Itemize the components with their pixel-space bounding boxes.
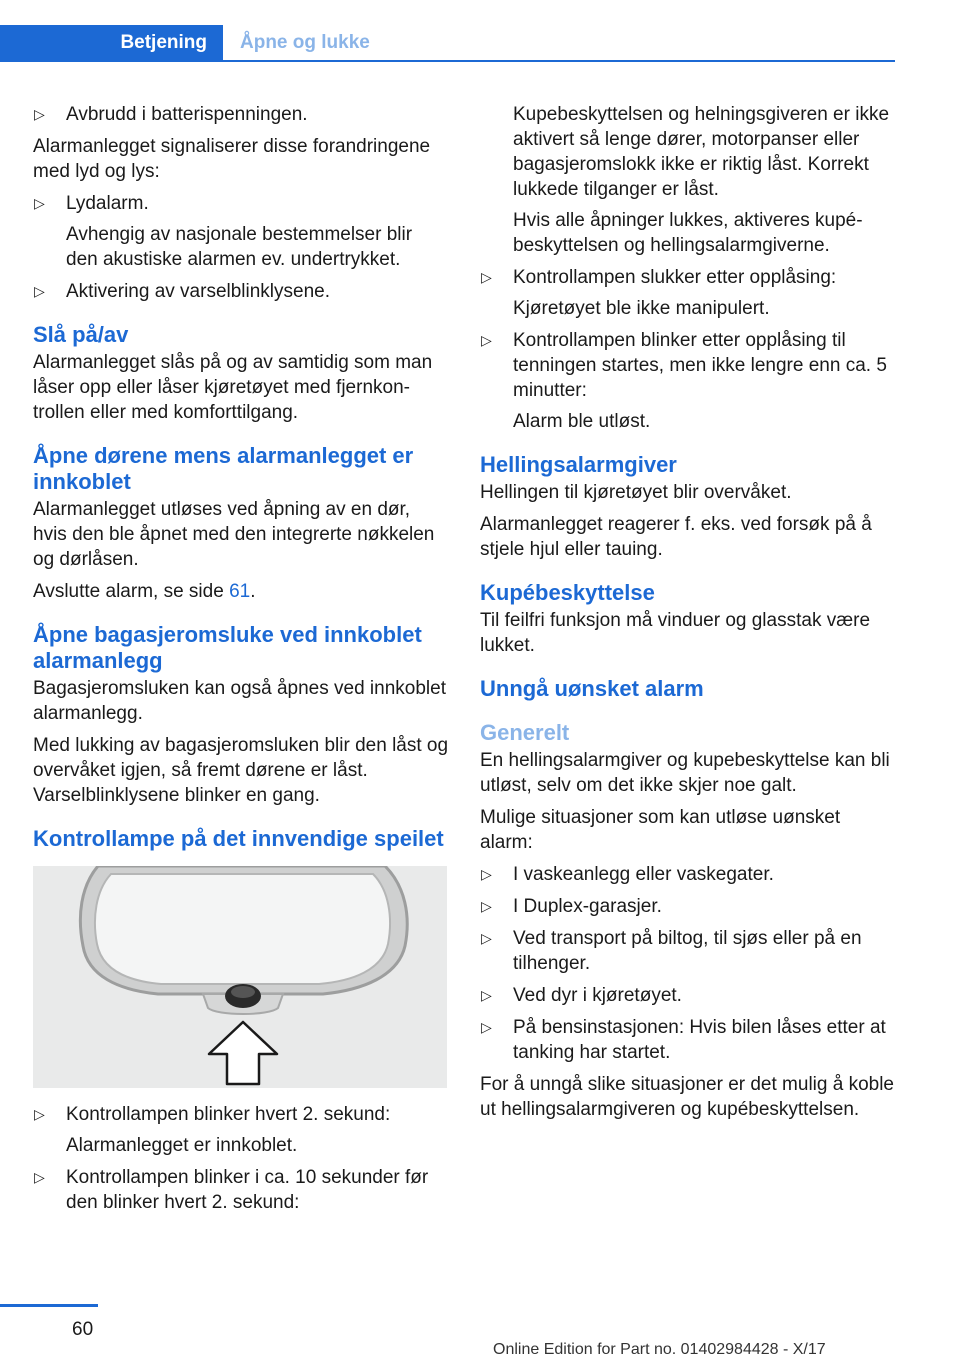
list-item: ▷ I Duplex-garasjer.: [481, 896, 662, 917]
bullet-triangle-icon: ▷: [34, 283, 45, 299]
section-heading: Kontrollampe på det innvendige speilet: [33, 826, 444, 851]
list-item: ▷ Kontrollampen blinker etter opplåsing til tenningen startes, men ikke lengre enn ca. 5 minutter: Alarm ble utløst.: [481, 330, 887, 432]
list-item: ▷ På bensinstasjonen: Hvis bilen låses etter at tanking har startet.: [481, 1017, 886, 1063]
list-item: ▷ Kontrollampen blinker i ca. 10 sekunder før den blinker hvert 2. sekund:: [34, 1167, 429, 1213]
footer-rule: [0, 1304, 98, 1307]
paragraph: En hellingsalarmgiver og kupebeskyttelse kan bli utløst, selv om det ikke skjer noe galt.: [480, 750, 890, 796]
paragraph: Hellingen til kjøretøyet blir overvåket.: [480, 482, 792, 503]
bullet-triangle-icon: ▷: [481, 269, 492, 285]
paragraph: For å unngå slike situasjoner er det mulig å koble ut hellingsalarmgiveren og kupébeskyttelsen.: [480, 1074, 895, 1120]
mirror-illustration: [33, 866, 447, 1088]
bullet-triangle-icon: ▷: [34, 106, 45, 122]
list-item: ▷ Ved dyr i kjøretøyet.: [481, 985, 682, 1006]
bullet-triangle-icon: ▷: [34, 195, 45, 211]
paragraph: Alarmanlegget utløses ved åpning av en dør, hvis den ble åpnet med den integrerte nøkkelen og dørlåsen.: [33, 499, 435, 570]
section-heading: Åpne dørene mens alarmanlegget er innkoblet: [33, 443, 414, 494]
section-heading: Kupébeskyttelse: [480, 580, 655, 605]
page-number: 60: [72, 1319, 94, 1340]
paragraph: Til feilfri funksjon må vinduer og glasstak være lukket.: [480, 610, 871, 656]
bullet-triangle-icon: ▷: [481, 898, 492, 914]
header-tabbar: [0, 25, 895, 62]
tab-betjening[interactable]: [0, 25, 223, 62]
subsection-heading: Generelt: [480, 720, 570, 745]
paragraph: Mulige situasjoner som kan utløse uønsket alarm:: [480, 807, 841, 853]
tab-aapne-og-lukke[interactable]: Åpne og lukke: [240, 32, 370, 53]
bullet-triangle-icon: ▷: [481, 1019, 492, 1035]
list-item: ▷ Avbrudd i batterispenningen.: [34, 104, 308, 125]
tab-betjening-label: Betjening: [120, 32, 207, 53]
section-heading: Unngå uønsket alarm: [480, 676, 704, 701]
list-item: ▷ Aktivering av varselblinklysene.: [34, 281, 331, 302]
paragraph: Bagasjeromsluken kan også åpnes ved innkoblet alarmanlegg.: [33, 678, 446, 724]
list-item-continued: Kupebeskyttelsen og helningsgiveren er ikke aktivert så lenge dører, motorpanser eller bagasjeromslokk ikke er riktig låst. Korrekt lukkede tilganger er låst. Hvis alle åpninger lukkes, aktiveres kupébeskyttelsen og hellingsalarmgiverne.: [513, 104, 890, 256]
right-column: [480, 102, 896, 1129]
bullet-triangle-icon: ▷: [481, 987, 492, 1003]
header-rule: [0, 60, 895, 62]
section-heading: Åpne bagasjeromsluke ved innkoblet alarmanlegg: [33, 622, 422, 673]
list-item: ▷ I vaskeanlegg eller vaskegater.: [481, 864, 774, 885]
section-heading: Hellingsalarmgiver: [480, 452, 677, 477]
bullet-triangle-icon: ▷: [34, 1106, 45, 1122]
paragraph: Alarmanlegget slås på og av samtidig som man låser opp eller låser kjøretøyet med fjernkontrollen eller med komforttilgang.: [33, 352, 433, 423]
paragraph: Avslutte alarm, se side 61.: [33, 581, 256, 602]
list-item: ▷ Kontrollampen blinker hvert 2. sekund: Alarmanlegget er innkoblet.: [34, 1104, 391, 1156]
section-heading: Slå på/av: [33, 322, 129, 347]
list-item: ▷ Ved transport på biltog, til sjøs eller på en tilhenger.: [481, 928, 862, 974]
paragraph: Med lukking av bagasjeromsluken blir den låst og overvåket igjen, så fremt dørene er låst. Varselblinklysene blinker en gang.: [33, 735, 449, 806]
page-link[interactable]: 61: [229, 581, 251, 602]
bullet-triangle-icon: ▷: [481, 332, 492, 348]
edition-footer: Online Edition for Part no. 01402984428 - X/17: [493, 1341, 826, 1358]
bullet-triangle-icon: ▷: [481, 930, 492, 946]
left-column: [33, 102, 449, 1222]
paragraph: Alarmanlegget reagerer f. eks. ved forsøk på å stjele hjul eller tauing.: [480, 514, 872, 560]
bullet-triangle-icon: ▷: [34, 1169, 45, 1185]
list-item: ▷ Lydalarm. Avhengig av nasjonale bestemmelser blir den akustiske alarmen ev. undertrykket.: [34, 193, 413, 270]
rearview-mirror-icon: [33, 866, 447, 1088]
list-item: ▷ Kontrollampen slukker etter opplåsing: Kjøretøyet ble ikke manipulert.: [481, 267, 837, 319]
bullet-triangle-icon: ▷: [481, 866, 492, 882]
paragraph: Alarmanlegget signaliserer disse forandringene med lyd og lys:: [33, 136, 431, 182]
